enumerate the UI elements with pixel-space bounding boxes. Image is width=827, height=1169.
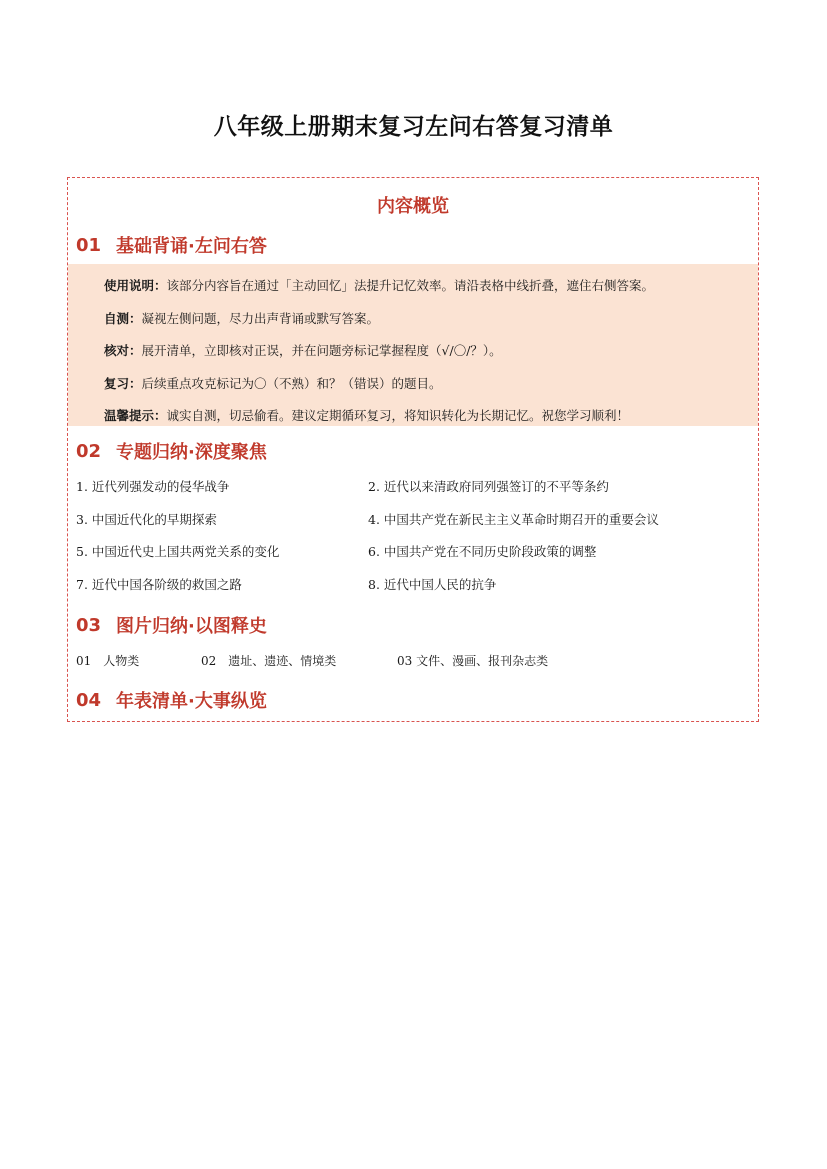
usage-label: 自测： <box>104 310 142 326</box>
usage-instructions <box>68 264 758 426</box>
usage-text: 展开清单，立即核对正误，并在问题旁标记掌握程度（√/〇/？）。 <box>141 343 502 358</box>
usage-label: 复习： <box>104 375 142 391</box>
topic-item: 4. 中国共产党在新民主主义革命时期召开的重要会议 <box>368 511 659 527</box>
section-number: 04 <box>76 689 102 711</box>
usage-text: 凝视左侧问题，尽力出声背诵或默写答案。 <box>141 310 380 326</box>
usage-line <box>104 368 758 401</box>
section-number: 02 <box>76 440 102 462</box>
picture-category-list <box>76 652 548 669</box>
overview-title: 内容概览 <box>377 196 449 217</box>
section-heading-03 <box>76 612 267 638</box>
section-label: 专题归纳·深度聚焦 <box>116 442 267 463</box>
topic-item: 1. 近代列强发动的侵华战争 <box>76 479 230 494</box>
section-number: 01 <box>76 234 102 256</box>
usage-line <box>104 400 758 433</box>
section-label: 基础背诵·左问右答 <box>116 236 267 257</box>
section-heading-01 <box>76 232 267 258</box>
picture-category: 02 遗址、遗迹、情境类 <box>201 654 337 668</box>
section-heading-04 <box>76 687 267 713</box>
usage-label: 温馨提示： <box>104 408 167 423</box>
section-label: 图片归纳·以图释史 <box>116 616 267 637</box>
topic-item: 5. 中国近代史上国共两党关系的变化 <box>76 544 280 559</box>
usage-line <box>104 270 758 303</box>
usage-line <box>104 335 758 368</box>
usage-line <box>104 303 758 336</box>
picture-category: 03 文件、漫画、报刊杂志类 <box>397 654 549 668</box>
topic-item: 8. 近代中国人民的抗争 <box>368 576 497 592</box>
topic-item: 3. 中国近代化的早期探索 <box>76 511 217 527</box>
topic-list <box>76 474 746 604</box>
content-overview-box <box>67 177 759 722</box>
section-number: 03 <box>76 614 102 636</box>
usage-text: 诚实自测，切忌偷看。建议定期循环复习，将知识转化为长期记忆。祝您学习顺利！ <box>166 408 630 423</box>
usage-label: 核对： <box>104 343 142 358</box>
section-heading-02 <box>76 438 267 464</box>
usage-text: 后续重点攻克标记为〇（不熟）和？（错误）的题目。 <box>141 375 442 391</box>
section-label: 年表清单·大事纵览 <box>116 691 267 712</box>
picture-category: 01 人物类 <box>76 654 140 668</box>
topic-item: 6. 中国共产党在不同历史阶段政策的调整 <box>368 544 597 559</box>
usage-label: 使用说明： <box>104 278 167 293</box>
topic-item: 2. 近代以来清政府同列强签订的不平等条约 <box>368 479 609 494</box>
topic-item: 7. 近代中国各阶级的救国之路 <box>76 576 242 592</box>
page-title: 八年级上册期末复习左问右答复习清单 <box>213 114 614 140</box>
usage-text: 该部分内容旨在通过「主动回忆」法提升记忆效率。请沿表格中线折叠，遮住右侧答案。 <box>166 278 655 293</box>
